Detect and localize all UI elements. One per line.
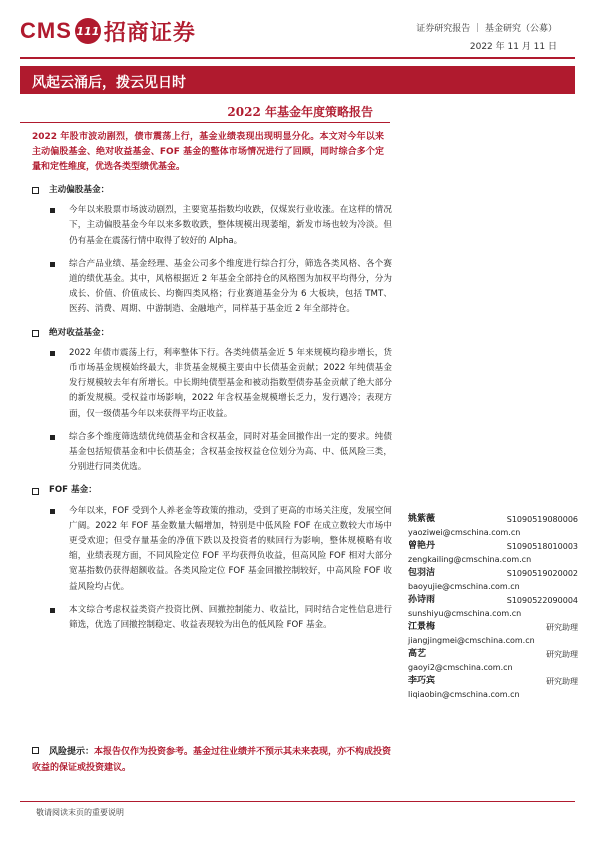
author-id: 研究助理	[546, 650, 578, 659]
company-logo	[20, 15, 196, 47]
logo-badge-icon: 111	[75, 18, 101, 44]
subtitle-divider	[20, 122, 390, 123]
author-name: 高艺	[408, 649, 427, 659]
author-email[interactable]: baoyujie@cmschina.com.cn	[408, 582, 520, 591]
author-id: S1090519020002	[506, 569, 578, 578]
risk-label: 风险提示：	[49, 747, 95, 757]
author-entry	[408, 594, 578, 620]
list-item: 今年以来，FOF 受到个人养老金等政策的推动，受到了更高的市场关注度，发展空间广阔。2022 年 FOF 基金数量大幅增加，特别是中低风险 FOF 在成立数较大市场中更受欢迎；但受存量基金的净值下跌以及投资者的赎回行为影响，整体规模略有收缩，业绩表现方面，不同风险定位 FOF 平均获得负收益，但高风险 FOF 相对大部分宽基指数仍获得超额收益。各类风险定位 FOF 基金回撤控制较好，中高风险 FOF 收益风险均占优。	[32, 504, 392, 595]
summary-paragraph: 2022 年股市波动剧烈，债市震荡上行，基金业绩表现出现明显分化。本文对今年以来主动偏股基金、绝对收益基金、FOF 基金的整体市场情况进行了回顾，同时综合多个定量和定性维度，优选各类型绩优基金。	[32, 132, 384, 172]
section-bullet-icon	[32, 187, 39, 194]
author-entry	[408, 513, 578, 539]
square-bullet-icon	[50, 608, 55, 613]
section-title: 主动偏股基金：	[49, 185, 110, 195]
risk-warning	[32, 744, 392, 776]
author-entry	[408, 648, 578, 674]
report-subtitle: 2022 年基金年度策略报告	[227, 105, 373, 119]
author-name: 姚紫薇	[408, 514, 436, 524]
author-name: 李巧宾	[408, 676, 436, 686]
section-fof	[32, 483, 392, 633]
list-item: 综合多个维度筛选绩优纯债基金和含权基金，同时对基金回撤作出一定的要求。纯债基金包括短债基金和中长债基金；含权基金按权益仓位划分为高、中、低风险三类，分别进行同类优选。	[32, 430, 392, 476]
author-list	[408, 513, 578, 702]
author-entry	[408, 621, 578, 647]
author-id: S1090519080006	[506, 515, 578, 524]
author-email[interactable]: zengkailing@cmschina.com.cn	[408, 555, 532, 564]
report-date: 2022 年 11 月 11 日	[469, 42, 557, 52]
section-title: 绝对收益基金：	[49, 327, 110, 338]
square-bullet-icon	[50, 262, 55, 267]
footer-note: 敬请阅读末页的重要说明	[36, 808, 124, 817]
section-title: FOF 基金：	[49, 485, 97, 496]
author-email[interactable]: gaoyi2@cmschina.com.cn	[408, 663, 513, 672]
author-name: 江景梅	[408, 622, 436, 632]
section-bullet-icon	[32, 488, 39, 495]
list-item: 综合产品业绩、基金经理、基金公司多个维度进行综合打分，筛选各类风格、各个赛道的绩优基金。其中，风格根据近 2 年基金全部持仓的风格图为加权平均得分，分为成长、价值、价值成长、均衡四类风格；行业赛道基金分为 6 大板块，包括 TMT、医药、消费、周期、中游制造、金融地产，同样基于基金近 2 年全部持仓。	[32, 257, 392, 318]
header-divider	[20, 57, 575, 59]
square-bullet-icon	[50, 509, 55, 514]
section-absolute-return	[32, 326, 392, 476]
author-name: 包羽洁	[408, 568, 436, 578]
author-email[interactable]: jiangjingmei@cmschina.com.cn	[408, 636, 535, 645]
author-entry	[408, 567, 578, 593]
main-content	[32, 180, 392, 641]
author-id: 研究助理	[546, 623, 578, 632]
author-name: 孙诗雨	[408, 595, 436, 605]
risk-text: 本报告仅作为投资参考。基金过往业绩并不预示其未来表现，亦不构成投资收益的保证或投资建议。	[32, 747, 392, 773]
section-bullet-icon	[32, 330, 39, 337]
square-bullet-icon	[50, 208, 55, 213]
report-type: 证券研究报告 ｜ 基金研究（公募）	[416, 24, 557, 34]
author-email[interactable]: sunshiyu@cmschina.com.cn	[408, 609, 522, 618]
section-equity	[32, 183, 392, 318]
square-bullet-icon	[50, 351, 55, 356]
logo-text-en: CMS	[20, 18, 72, 43]
author-id: S1090522090004	[506, 596, 578, 605]
author-entry	[408, 675, 578, 701]
report-title: 风起云涌后，拨云见日时	[32, 75, 186, 91]
author-id: S1090518010003	[506, 542, 578, 551]
list-item: 2022 年债市震荡上行，利率整体下行。各类纯债基金近 5 年来规模均稳步增长，货币市场基金规模始终最大，非货基金规模主要由中长债基金贡献；2022 年纯债基金发行规模较去年有所增长。中长期纯债型基金和被动指数型债券基金贡献了绝大部分的新发规模。受权益市场影响，2022 年含权基金规模增长乏力，发行遇冷；表现方面，仅一级债基今年以来获得平均正收益。	[32, 346, 392, 422]
author-entry	[408, 540, 578, 566]
footer-divider	[20, 801, 575, 802]
square-bullet-icon	[50, 435, 55, 440]
list-item: 本文综合考虑权益类资产投资比例、回撤控制能力、收益比，同时结合定性信息进行筛选，优选了回撤控制稳定、收益表现较为出色的低风险 FOF 基金。	[32, 603, 392, 633]
list-item: 今年以来股票市场波动剧烈，主要宽基指数均收跌，仅煤炭行业收涨。在这样的情况下，主动偏股基金今年以来多数收跌，整体规模出现萎缩，新发市场也较为冷淡。但仍有基金在震荡行情中取得了较好的 Alpha。	[32, 203, 392, 249]
author-id: 研究助理	[546, 677, 578, 686]
section-bullet-icon	[32, 747, 39, 754]
author-email[interactable]: liqiaobin@cmschina.com.cn	[408, 690, 520, 699]
author-email[interactable]: yaoziwei@cmschina.com.cn	[408, 528, 521, 537]
author-name: 曾艳丹	[408, 541, 436, 551]
logo-text-cn: 招商证券	[103, 19, 196, 46]
